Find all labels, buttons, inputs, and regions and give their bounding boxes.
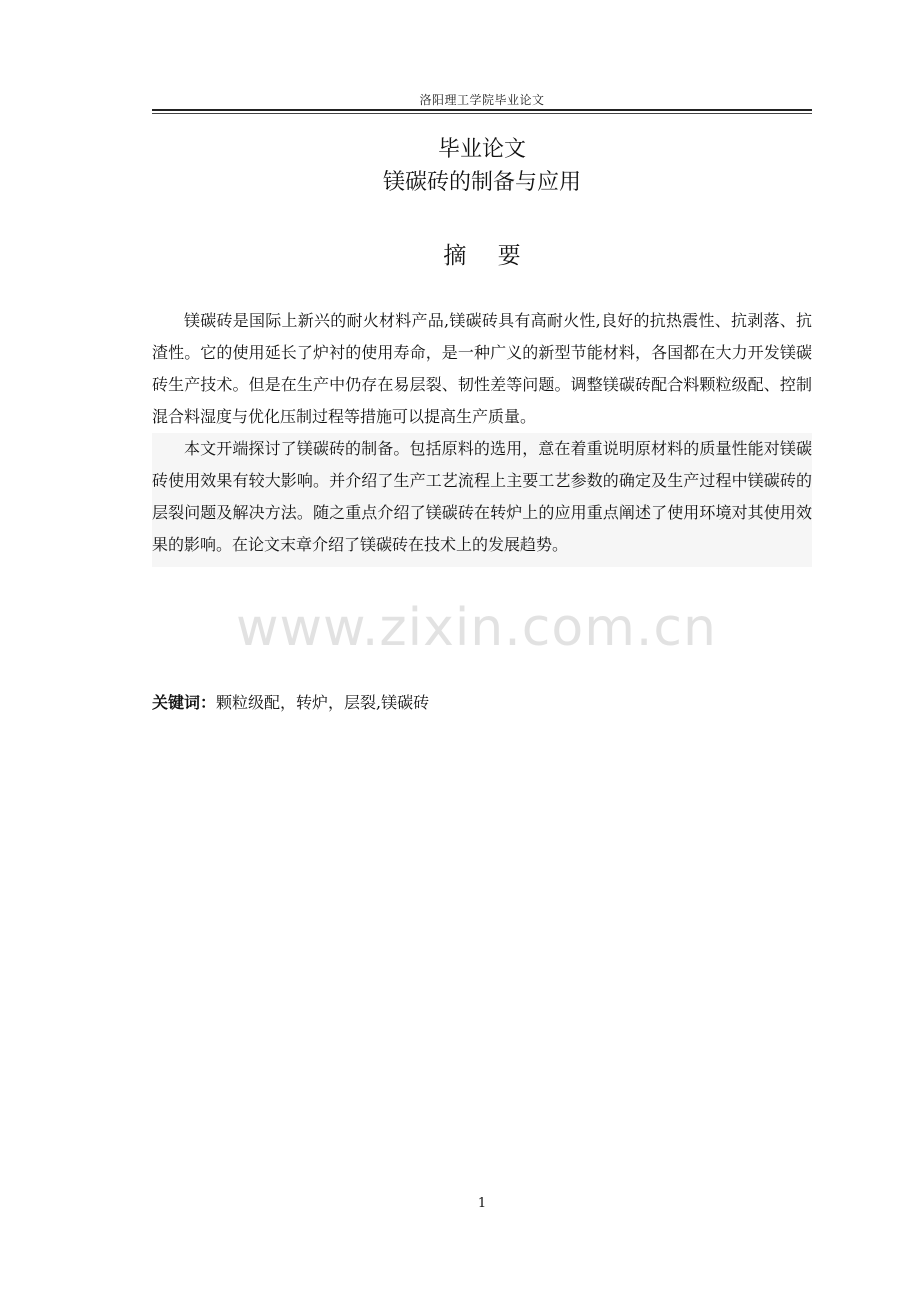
keywords-line <box>152 690 812 716</box>
watermark: www.zixin.com.cn <box>236 598 717 658</box>
keywords-label: 关键词： <box>152 693 217 712</box>
header-rule <box>152 109 812 111</box>
thesis-title: 镁碳砖的制备与应用 <box>382 170 581 195</box>
header-rule-secondary <box>152 113 812 114</box>
running-header: 洛阳理工学院毕业论文 <box>419 93 545 107</box>
abstract-paragraph-1: 镁碳砖是国际上新兴的耐火材料产品,镁碳砖具有高耐火性,良好的抗热震性、抗剥落、抗渣性。它的使用延长了炉衬的使用寿命，是一种广义的新型节能材料，各国都在大力开发镁碳砖生产技术。但是在生产中仍存在易层裂、韧性差等问题。调整镁碳砖配合料颗粒级配、控制混合料湿度与优化压制过程等措施可以提高生产质量。 <box>152 311 812 426</box>
keywords-value: 颗粒级配，转炉，层裂,镁碳砖 <box>216 693 430 712</box>
document-type-title: 毕业论文 <box>437 137 526 162</box>
abstract-heading: 摘 要 <box>443 243 533 269</box>
page-number: 1 <box>477 1196 487 1211</box>
abstract-paragraph-2: 本文开端探讨了镁碳砖的制备。包括原料的选用，意在着重说明原材料的质量性能对镁碳砖使用效果有较大影响。并介绍了生产工艺流程上主要工艺参数的确定及生产过程中镁碳砖的层裂问题及解决方法。随之重点介绍了镁碳砖在转炉上的应用重点阐述了使用环境对其使用效果的影响。在论文末章介绍了镁碳砖在技术上的发展趋势。 <box>152 433 812 567</box>
abstract-body <box>152 305 812 567</box>
title-block <box>152 133 812 199</box>
